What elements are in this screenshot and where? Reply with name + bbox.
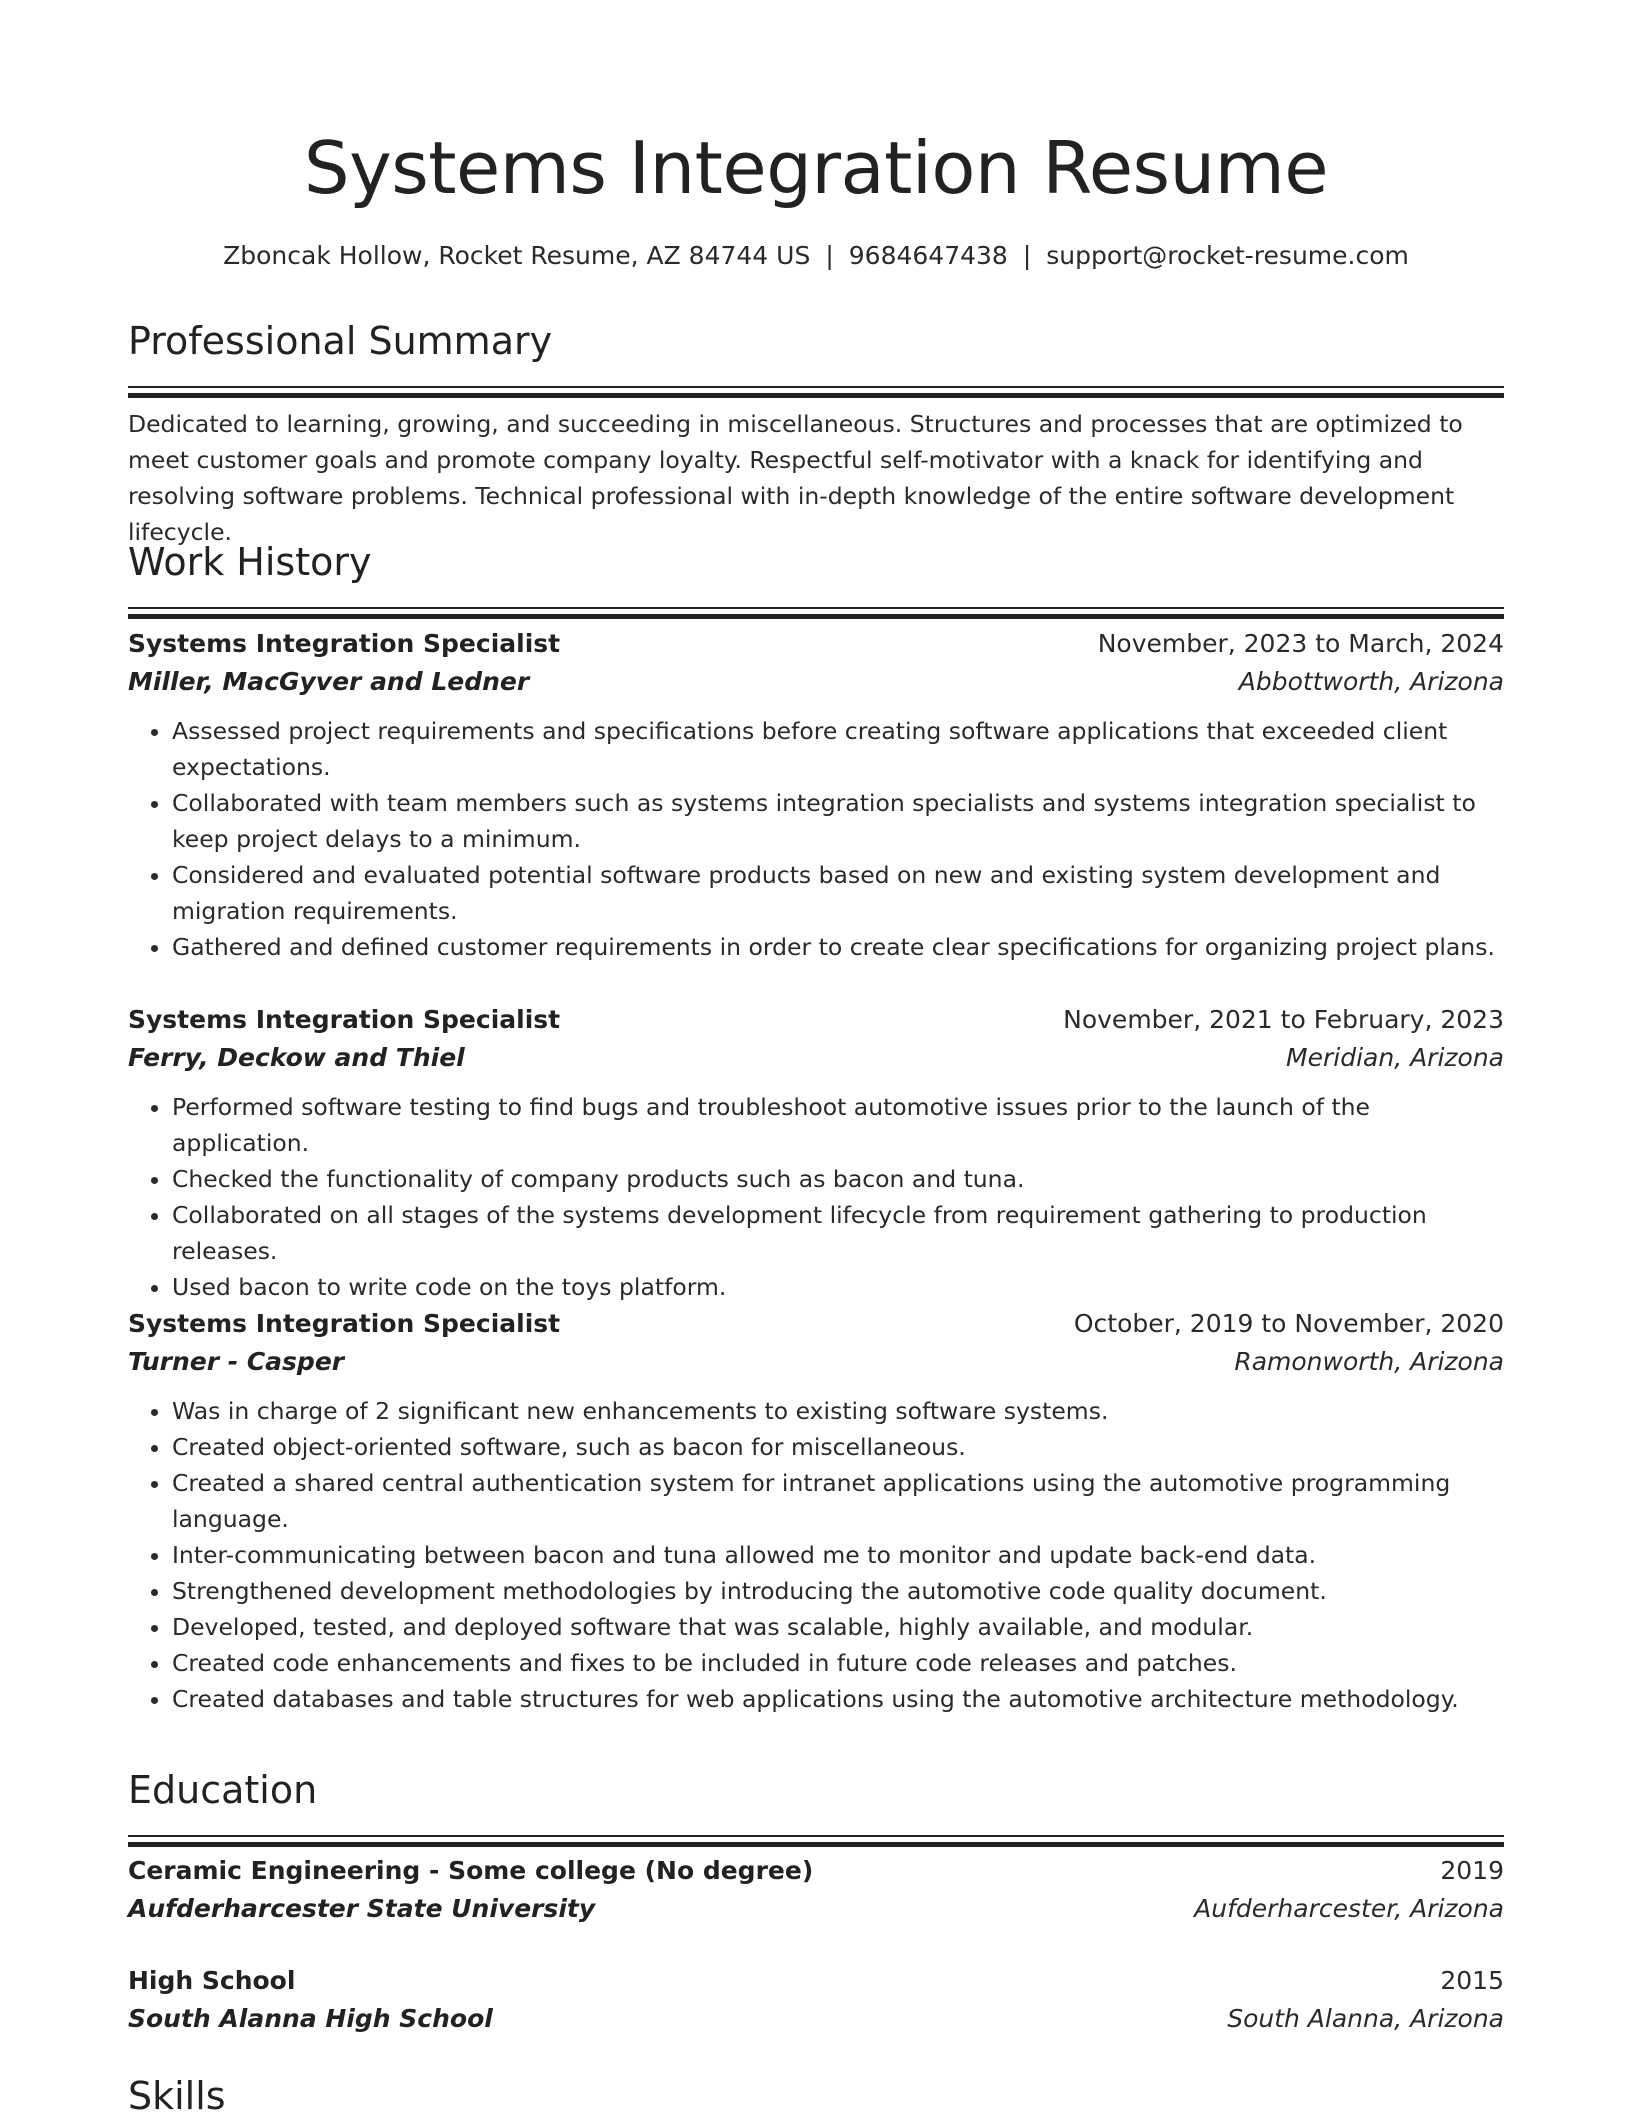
- summary-text: Dedicated to learning, growing, and succeeding in miscellaneous. Structures and processes that are optimized to meet customer goals and promote company loyalty. Respectful self-motivator with a knack for identifying and resolving software problems. Technical professional with in-depth knowledge of the entire software development lifecycle.: [128, 410, 1463, 546]
- contact-email: support@rocket-resume.com: [1046, 241, 1409, 270]
- list-item: • Checked the functionality of company products such as bacon and tuna.: [172, 1161, 1504, 1197]
- list-item: • Gathered and defined customer requirements in order to create clear specifications for organizing project plans.: [172, 929, 1504, 965]
- list-item: • Created object-oriented software, such as bacon for miscellaneous.: [172, 1429, 1504, 1465]
- list-item: • Collaborated on all stages of the systems development lifecycle from requirement gathering to production releases.: [172, 1197, 1504, 1269]
- list-item: • Strengthened development methodologies by introducing the automotive code quality document.: [172, 1573, 1504, 1609]
- resume-title: Systems Integration Resume: [303, 126, 1329, 210]
- skills-heading: Skills: [128, 2074, 226, 2118]
- school-location: Aufderharcester, Arizona: [1194, 1894, 1504, 1923]
- list-item: • Assessed project requirements and specifications before creating software applications that exceeded client expectations.: [172, 713, 1504, 785]
- company-name: Turner - Casper: [128, 1347, 345, 1376]
- job-location: Meridian, Arizona: [1286, 1043, 1504, 1072]
- education-entry: [128, 1852, 1504, 1928]
- job-title: Systems Integration Specialist: [128, 629, 561, 658]
- education-year: 2019: [1440, 1856, 1504, 1885]
- job-entry: [128, 1001, 1504, 1305]
- list-item: • Was in charge of 2 significant new enhancements to existing software systems.: [172, 1393, 1504, 1429]
- list-item: • Considered and evaluated potential software products based on new and existing system development and migration requirements.: [172, 857, 1504, 929]
- school-name: South Alanna High School: [128, 2004, 493, 2033]
- contact-line: [128, 236, 1504, 276]
- job-location: Ramonworth, Arizona: [1234, 1347, 1504, 1376]
- job-bullets: [128, 713, 1504, 965]
- contact-separator: |: [825, 241, 834, 270]
- list-item: • Inter-communicating between bacon and tuna allowed me to monitor and update back-end data.: [172, 1537, 1504, 1573]
- contact-address: Zboncak Hollow, Rocket Resume, AZ 84744 US: [223, 241, 811, 270]
- work-history-heading: Work History: [128, 540, 372, 584]
- list-item: • Performed software testing to find bugs and troubleshoot automotive issues prior to the launch of the application.: [172, 1089, 1504, 1161]
- education-year: 2015: [1440, 1966, 1504, 1995]
- summary-section: [128, 315, 1504, 550]
- list-item: • Used bacon to write code on the toys platform.: [172, 1269, 1504, 1305]
- job-bullets: [128, 1089, 1504, 1305]
- school-location: South Alanna, Arizona: [1227, 2004, 1504, 2033]
- section-divider: [128, 1835, 1504, 1842]
- job-entry: [128, 1305, 1504, 1717]
- job-dates: November, 2023 to March, 2024: [1097, 629, 1504, 658]
- list-item: • Created databases and table structures for web applications using the automotive architecture methodology.: [172, 1681, 1504, 1717]
- list-item: • Developed, tested, and deployed software that was scalable, highly available, and modular.: [172, 1609, 1504, 1645]
- list-item: • Created code enhancements and fixes to be included in future code releases and patches.: [172, 1645, 1504, 1681]
- education-heading: Education: [128, 1768, 318, 1812]
- job-location: Abbottworth, Arizona: [1238, 667, 1504, 696]
- section-divider: [128, 386, 1504, 393]
- section-divider: [128, 607, 1504, 614]
- job-entry: [128, 625, 1504, 965]
- contact-separator: |: [1022, 241, 1032, 270]
- company-name: Miller, MacGyver and Ledner: [128, 667, 530, 696]
- job-title: Systems Integration Specialist: [128, 1309, 561, 1338]
- job-bullets: [128, 1393, 1504, 1717]
- list-item: • Created a shared central authentication system for intranet applications using the automotive programming language.: [172, 1465, 1504, 1537]
- summary-heading: Professional Summary: [128, 319, 553, 363]
- skills-section: [128, 2070, 1504, 2122]
- degree-name: Ceramic Engineering - Some college (No degree): [128, 1856, 814, 1885]
- job-dates: November, 2021 to February, 2023: [1063, 1005, 1504, 1034]
- list-item: • Collaborated with team members such as systems integration specialists and systems integration specialist to keep project delays to a minimum.: [172, 785, 1504, 857]
- work-history-section: [128, 536, 1504, 614]
- job-dates: October, 2019 to November, 2020: [1073, 1309, 1504, 1338]
- school-name: Aufderharcester State University: [128, 1894, 596, 1923]
- degree-name: High School: [128, 1966, 296, 1995]
- education-entry: [128, 1962, 1504, 2038]
- company-name: Ferry, Deckow and Thiel: [128, 1043, 465, 1072]
- education-section: [128, 1764, 1504, 1842]
- contact-phone: 9684647438: [848, 241, 1008, 270]
- job-title: Systems Integration Specialist: [128, 1005, 561, 1034]
